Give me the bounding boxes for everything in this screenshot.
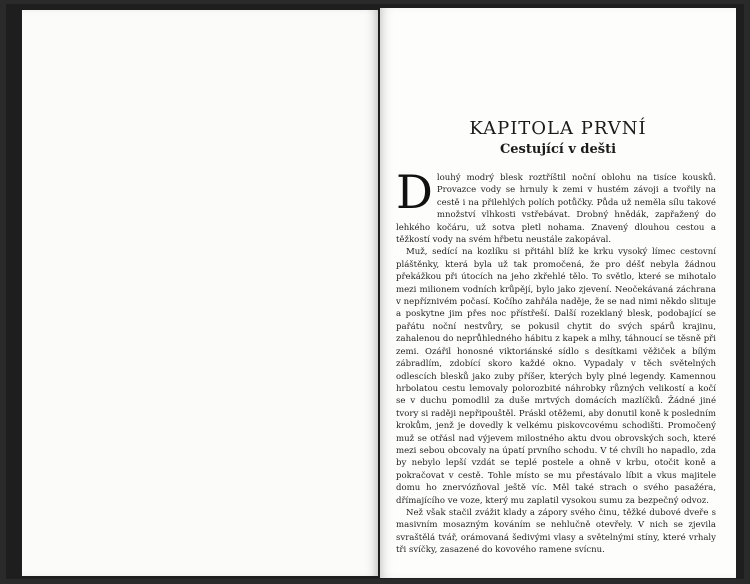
paragraph-1-text: louhý modrý blesk roztříštil noční oblohu na tisíce kousků. Provazce vody se hrnuly k zemi v hustém závoji a tvořily na cestě i na přilehlých polích potůčky. Půda už neměla sílu takové množství vlhkosti vstřebávat. Drobný hnědák, zapřažený do lehkého kočáru, už sotva pletl nohama. Znavený dlouhou cestou a těžkostí vody na svém hřbetu neustále zakopával.: [396, 173, 716, 246]
chapter-title: KAPITOLA PRVNÍ: [469, 118, 647, 139]
chapter-subtitle: Cestující v dešti: [499, 142, 617, 157]
paragraph-1: [396, 165, 716, 246]
drop-cap: D: [396, 165, 433, 219]
paragraph-2: Muž, sedící na kozlíku si přitáhl blíž ke krku vysoký límec cestovní pláštěnky, která byla už tak promočená, že pro déšť nebyla žádnou překážkou při útocích na jeho zkřehlé tělo. To světlo, které se mihotalo mezi milionem vodních krůpějí, bylo jako zjevení. Neočekávaná záchrana v nepříznivém počasí. Kočího zahřála naděje, že se nad nimi někdo slituje a poskytne jim přes noc přístřeší. Další rozeklaný blesk, podobající se pařátu noční nestvůry, se pokusil chytit do svých spárů krajinu, zahalenou do neprůhledného hábitu z kapek a mlhy, táhnoucí se těsně při zemi. Ozářil honosné viktoriánské sídlo s desítkami věžiček a bílým zábradlím, zdobící skoro každé okno. Vypadaly v těch světelných odlescích blesků jako zuby příšer, kterých byly plné legendy. Kamennou hrbolatou cestu lemovaly polorozbité náhrobky různých velikostí a kočí se v duchu pomodlil za duše mrtvých domácích mazlíčků. Žádné jiné tvory si raději nepřipouštěl. Práskl otěžemi, aby donutil koně k posledním krokům, jenž je dovedly k velkému piskovcovému schodišti. Promočený muž se otřásl nad výjevem milostného aktu dvou obrovských soch, které mezi sebou obcovaly na úpatí prvního schodu. V té chvíli ho napadlo, zda by nebylo lepší vzdát se teplé postele a ohně v krbu, otočit koně a pokračovat v cestě. Tohle místo se mu přestávalo líbit a vkus majitele domu ho znervózňoval ještě víc. Měl také strach o svého pasažéra, dřímajícího ve voze, který mu zaplatil vysokou sumu za bezpečný odvoz.: [396, 247, 716, 506]
paragraph-3: Než však stačil zvážit klady a zápory svého činu, těžké dubové dveře s masivním mosazným kováním se nehlučně otevřely. V nich se zjevila svraštělá tvář, orámovaná šedivými vlasy a světelnými stíny, které vrhaly tři svíčky, zasazené do kovového ramene svícnu.: [396, 507, 716, 556]
chapter-text: [396, 165, 716, 557]
left-page-blank: [22, 10, 378, 576]
open-book: [6, 4, 744, 579]
right-page: [380, 8, 736, 578]
